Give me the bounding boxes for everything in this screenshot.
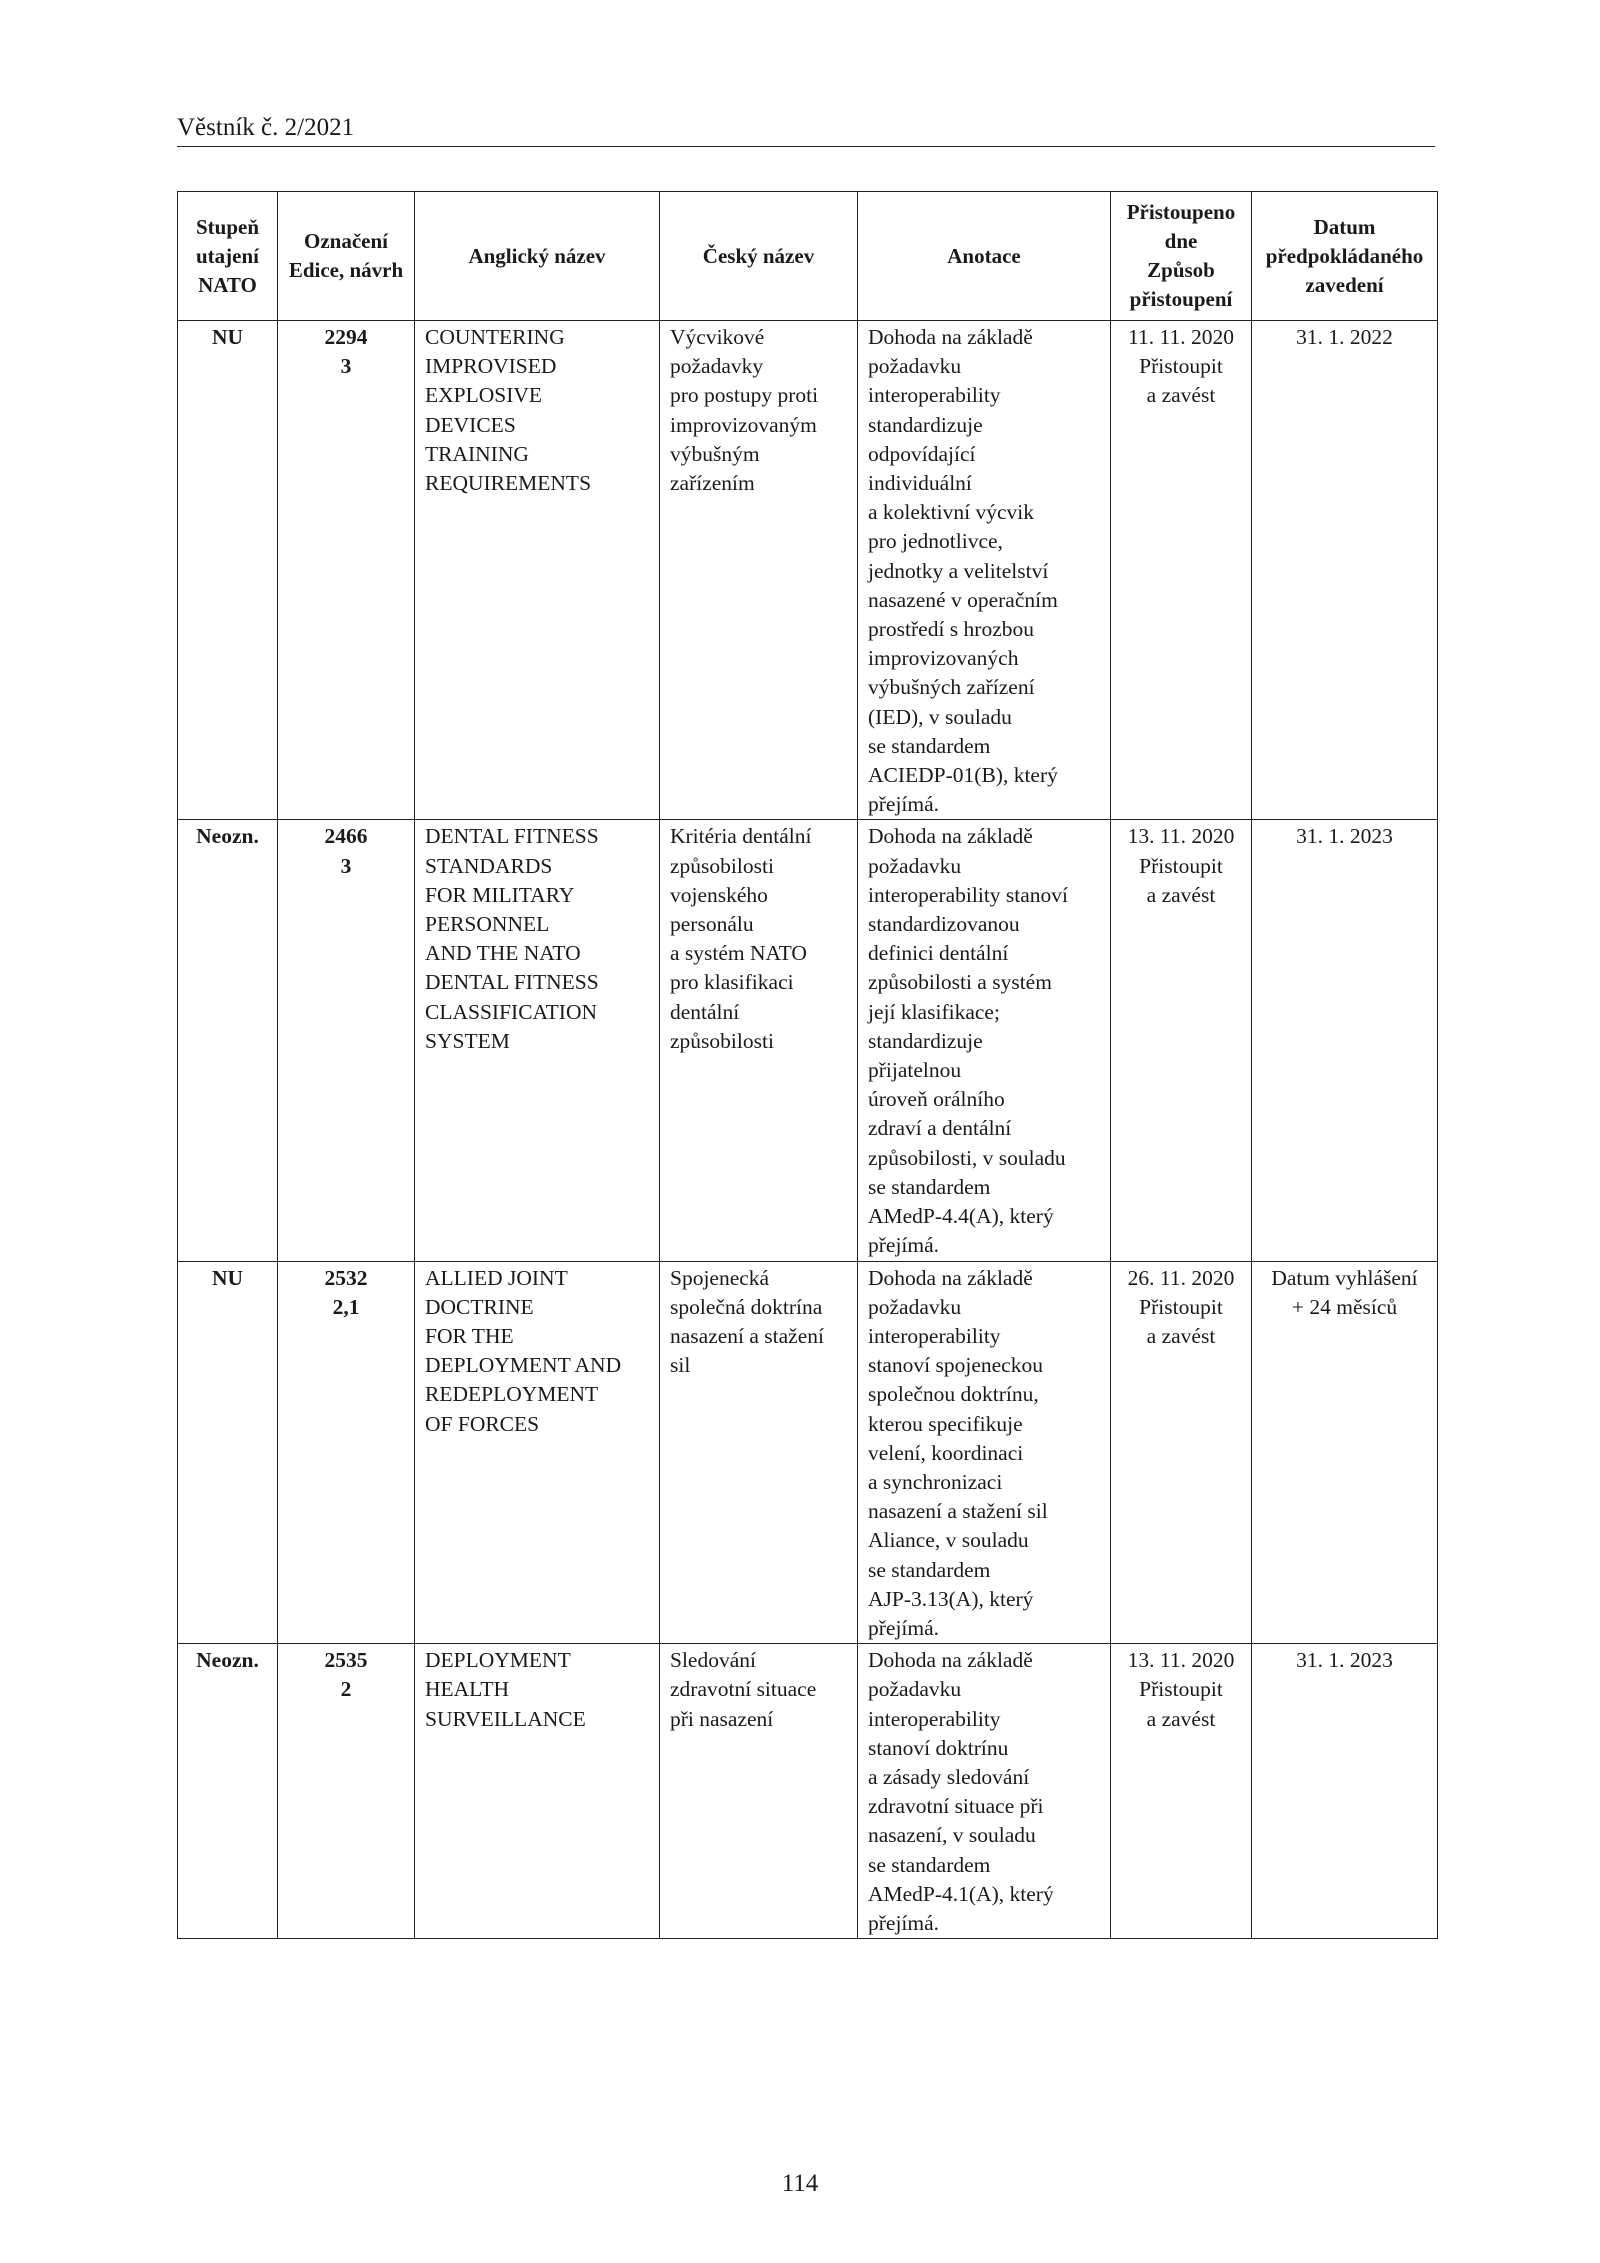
- classification-cell: [178, 1644, 278, 1939]
- cell-line: Datum vyhlášení: [1271, 1265, 1418, 1290]
- cell-line: přejímá.: [868, 1910, 940, 1935]
- cell-line: Přistoupit: [1139, 354, 1223, 379]
- cell-line: 13. 11. 2020: [1127, 1648, 1235, 1673]
- cell-line: pro klasifikaci: [670, 970, 794, 995]
- cell-line: PERSONNEL: [425, 912, 550, 937]
- cell-line: Výcvikové: [670, 325, 765, 349]
- cell-line: předpokládaného: [1265, 243, 1424, 268]
- cell-line: 31. 1. 2023: [1296, 1648, 1393, 1673]
- column-implementation-date: [1252, 192, 1438, 321]
- cell-line: a kolektivní výcvik: [868, 500, 1034, 525]
- cell-line: Dohoda na základě: [868, 1265, 1033, 1290]
- cell-line: požadavky: [670, 354, 764, 379]
- designation-cell: [278, 1261, 415, 1644]
- cell-line: Edice, návrh: [288, 258, 404, 282]
- cell-line: sil: [670, 1353, 691, 1378]
- cell-line: a systém NATO: [670, 941, 807, 966]
- english-title-cell: [415, 820, 660, 1261]
- cell-line: pro postupy proti: [670, 383, 819, 408]
- cell-line: způsobilosti: [670, 1028, 774, 1053]
- cell-line: improvizovaným: [670, 412, 817, 437]
- standard-number: 2535: [324, 1648, 368, 1673]
- implementation-date-cell: [1252, 1644, 1438, 1939]
- cell-line: FOR THE: [425, 1323, 514, 1348]
- cell-line: se standardem: [868, 1852, 991, 1877]
- cell-line: Dohoda na základě: [868, 824, 1033, 849]
- column-accession: [1111, 192, 1252, 321]
- cell-line: SURVEILLANCE: [425, 1706, 586, 1731]
- standard-edition: 2,1: [332, 1294, 360, 1319]
- cell-line: 11. 11. 2020: [1128, 325, 1234, 349]
- cell-line: DEPLOYMENT: [425, 1648, 571, 1673]
- cell-line: interoperability: [868, 1706, 1001, 1731]
- cell-line: HEALTH: [425, 1677, 510, 1702]
- cell-line: nasazení a stažení: [670, 1323, 824, 1348]
- cell-line: DEPLOYMENT AND: [425, 1353, 622, 1378]
- cell-line: nasazení a stažení sil: [868, 1499, 1048, 1524]
- cell-line: zařízením: [670, 471, 755, 496]
- cell-line: Přistoupit: [1139, 853, 1223, 878]
- cell-line: SYSTEM: [425, 1028, 510, 1053]
- cell-line: přijatelnou: [868, 1058, 962, 1083]
- cell-line: přistoupení: [1129, 287, 1233, 311]
- cell-line: stanoví spojeneckou: [868, 1353, 1043, 1378]
- page-number: 114: [781, 2170, 819, 2197]
- cell-line: AMedP-4.4(A), který: [868, 1204, 1054, 1229]
- cell-line: DOCTRINE: [425, 1294, 534, 1319]
- czech-title-cell: [660, 1261, 858, 1644]
- cell-line: (IED), v souladu: [868, 704, 1012, 729]
- publication-title: Věstník č. 2/2021: [177, 114, 355, 141]
- cell-line: a zavést: [1146, 882, 1216, 907]
- cell-line: + 24 měsíců: [1291, 1294, 1398, 1319]
- cell-line: výbušným: [670, 441, 760, 466]
- cell-line: OF FORCES: [425, 1411, 540, 1436]
- cell-line: zdravotní situace: [670, 1677, 817, 1702]
- cell-line: DENTAL FITNESS: [425, 970, 599, 995]
- cell-line: a synchronizaci: [868, 1469, 1003, 1494]
- cell-line: IMPROVISED: [425, 354, 557, 379]
- english-title-cell: [415, 1644, 660, 1939]
- annotation-cell: [858, 1644, 1111, 1939]
- cell-line: Přistoupit: [1139, 1294, 1223, 1319]
- classification-value: Neozn.: [196, 824, 259, 849]
- english-title-cell: [415, 321, 660, 820]
- standard-number: 2466: [324, 824, 368, 849]
- czech-title-cell: [660, 1644, 858, 1939]
- standard-edition: 3: [340, 354, 352, 379]
- standard-number: 2532: [324, 1265, 368, 1290]
- cell-line: 26. 11. 2020: [1127, 1265, 1235, 1290]
- cell-line: REDEPLOYMENT: [425, 1382, 599, 1407]
- implementation-date-cell: [1252, 321, 1438, 820]
- cell-line: způsobilosti a systém: [868, 970, 1052, 995]
- cell-line: společná doktrína: [670, 1294, 823, 1319]
- cell-line: improvizovaných: [868, 646, 1019, 671]
- cell-line: při nasazení: [670, 1706, 774, 1731]
- classification-cell: [178, 820, 278, 1261]
- cell-line: úroveň orálního: [868, 1087, 1005, 1112]
- cell-line: dentální: [670, 999, 740, 1024]
- cell-line: interoperability stanoví: [868, 882, 1069, 907]
- table-row: [178, 1261, 1438, 1644]
- table-row: [178, 321, 1438, 820]
- cell-line: Český název: [702, 243, 815, 268]
- page-header: [177, 112, 1435, 147]
- cell-line: zdraví a dentální: [868, 1116, 1012, 1141]
- cell-line: se standardem: [868, 1557, 991, 1582]
- cell-line: standardizuje: [868, 1028, 983, 1053]
- cell-line: velení, koordinaci: [868, 1440, 1024, 1465]
- cell-line: DENTAL FITNESS: [425, 824, 599, 849]
- cell-line: jednotky a velitelství: [868, 558, 1049, 583]
- column-designation: [278, 192, 415, 321]
- cell-line: nasazené v operačním: [868, 587, 1058, 612]
- cell-line: se standardem: [868, 1174, 991, 1199]
- cell-line: kterou specifikuje: [868, 1411, 1023, 1436]
- accession-cell: [1111, 1261, 1252, 1644]
- cell-line: a zavést: [1146, 1706, 1216, 1731]
- cell-line: AJP-3.13(A), který: [868, 1586, 1034, 1611]
- cell-line: Kritéria dentální: [670, 824, 812, 849]
- cell-line: EXPLOSIVE: [425, 383, 543, 408]
- cell-line: přejímá.: [868, 792, 940, 817]
- cell-line: společnou doktrínu,: [868, 1382, 1039, 1407]
- cell-line: Stupeň: [195, 214, 260, 239]
- cell-line: 31. 1. 2023: [1296, 824, 1393, 849]
- cell-line: přejímá.: [868, 1615, 940, 1640]
- cell-line: ACIEDP-01(B), který: [868, 763, 1058, 788]
- cell-line: DEVICES: [425, 412, 516, 437]
- czech-title-cell: [660, 820, 858, 1261]
- cell-line: dne: [1164, 229, 1198, 253]
- standards-table: [177, 191, 1438, 1939]
- annotation-cell: [858, 820, 1111, 1261]
- cell-line: interoperability: [868, 383, 1001, 408]
- cell-line: individuální: [868, 471, 972, 496]
- cell-line: prostředí s hrozbou: [868, 617, 1034, 642]
- cell-line: Označení: [304, 229, 388, 253]
- standard-edition: 3: [340, 853, 352, 878]
- czech-title-cell: [660, 321, 858, 820]
- cell-line: nasazení, v souladu: [868, 1823, 1036, 1848]
- cell-line: a zavést: [1146, 383, 1216, 408]
- cell-line: způsobilosti, v souladu: [868, 1145, 1066, 1170]
- implementation-date-cell: [1252, 820, 1438, 1261]
- cell-line: personálu: [670, 912, 754, 937]
- classification-cell: [178, 1261, 278, 1644]
- cell-line: Anotace: [947, 243, 1021, 268]
- annotation-cell: [858, 321, 1111, 820]
- column-czech-title: [660, 192, 858, 321]
- cell-line: REQUIREMENTS: [425, 471, 592, 496]
- table-body: [178, 321, 1438, 1939]
- cell-line: Způsob: [1147, 258, 1215, 282]
- cell-line: COUNTERING: [425, 325, 565, 349]
- cell-line: výbušných zařízení: [868, 675, 1035, 700]
- cell-line: její klasifikace;: [868, 999, 1000, 1024]
- cell-line: zavedení: [1305, 272, 1384, 297]
- cell-line: definici dentální: [868, 941, 1009, 966]
- cell-line: způsobilosti: [670, 853, 774, 878]
- cell-line: NATO: [198, 272, 257, 297]
- cell-line: standardizovanou: [868, 912, 1020, 937]
- cell-line: STANDARDS: [425, 853, 553, 878]
- cell-line: AND THE NATO: [425, 941, 581, 966]
- designation-cell: [278, 1644, 415, 1939]
- implementation-date-cell: [1252, 1261, 1438, 1644]
- cell-line: Anglický název: [468, 243, 606, 268]
- cell-line: požadavku: [868, 1677, 962, 1702]
- cell-line: interoperability: [868, 1323, 1001, 1348]
- cell-line: se standardem: [868, 733, 991, 758]
- cell-line: odpovídající: [868, 441, 976, 466]
- cell-line: požadavku: [868, 853, 962, 878]
- accession-cell: [1111, 321, 1252, 820]
- cell-line: 13. 11. 2020: [1127, 824, 1235, 849]
- classification-value: NU: [211, 1265, 244, 1290]
- cell-line: Spojenecká: [670, 1265, 770, 1290]
- cell-line: Přistoupeno: [1126, 200, 1236, 224]
- classification-cell: [178, 321, 278, 820]
- cell-line: Datum: [1313, 214, 1376, 239]
- table-header-row: [178, 192, 1438, 321]
- column-english-title: [415, 192, 660, 321]
- table-row: [178, 1644, 1438, 1939]
- cell-line: přejímá.: [868, 1233, 940, 1258]
- standard-number: 2294: [324, 325, 368, 349]
- cell-line: 31. 1. 2022: [1296, 325, 1393, 349]
- cell-line: Sledování: [670, 1648, 756, 1673]
- cell-line: pro jednotlivce,: [868, 529, 1003, 554]
- cell-line: Aliance, v souladu: [868, 1528, 1029, 1553]
- cell-line: Dohoda na základě: [868, 325, 1033, 349]
- designation-cell: [278, 321, 415, 820]
- table-row: [178, 820, 1438, 1261]
- cell-line: FOR MILITARY: [425, 882, 575, 907]
- cell-line: TRAINING: [425, 441, 529, 466]
- cell-line: požadavku: [868, 354, 962, 379]
- cell-line: stanoví doktrínu: [868, 1735, 1009, 1760]
- classification-value: Neozn.: [196, 1648, 259, 1673]
- standard-edition: 2: [340, 1677, 352, 1702]
- cell-line: Dohoda na základě: [868, 1648, 1033, 1673]
- cell-line: zdravotní situace při: [868, 1794, 1044, 1819]
- english-title-cell: [415, 1261, 660, 1644]
- cell-line: Přistoupit: [1139, 1677, 1223, 1702]
- cell-line: a zásady sledování: [868, 1764, 1030, 1789]
- classification-value: NU: [211, 325, 244, 349]
- annotation-cell: [858, 1261, 1111, 1644]
- column-annotation: [858, 192, 1111, 321]
- cell-line: AMedP-4.1(A), který: [868, 1881, 1054, 1906]
- accession-cell: [1111, 820, 1252, 1261]
- cell-line: standardizuje: [868, 412, 983, 437]
- designation-cell: [278, 820, 415, 1261]
- cell-line: vojenského: [670, 882, 768, 907]
- cell-line: utajení: [196, 243, 259, 268]
- cell-line: a zavést: [1146, 1323, 1216, 1348]
- cell-line: ALLIED JOINT: [425, 1265, 568, 1290]
- column-classification: [178, 192, 278, 321]
- cell-line: CLASSIFICATION: [425, 999, 598, 1024]
- accession-cell: [1111, 1644, 1252, 1939]
- cell-line: požadavku: [868, 1294, 962, 1319]
